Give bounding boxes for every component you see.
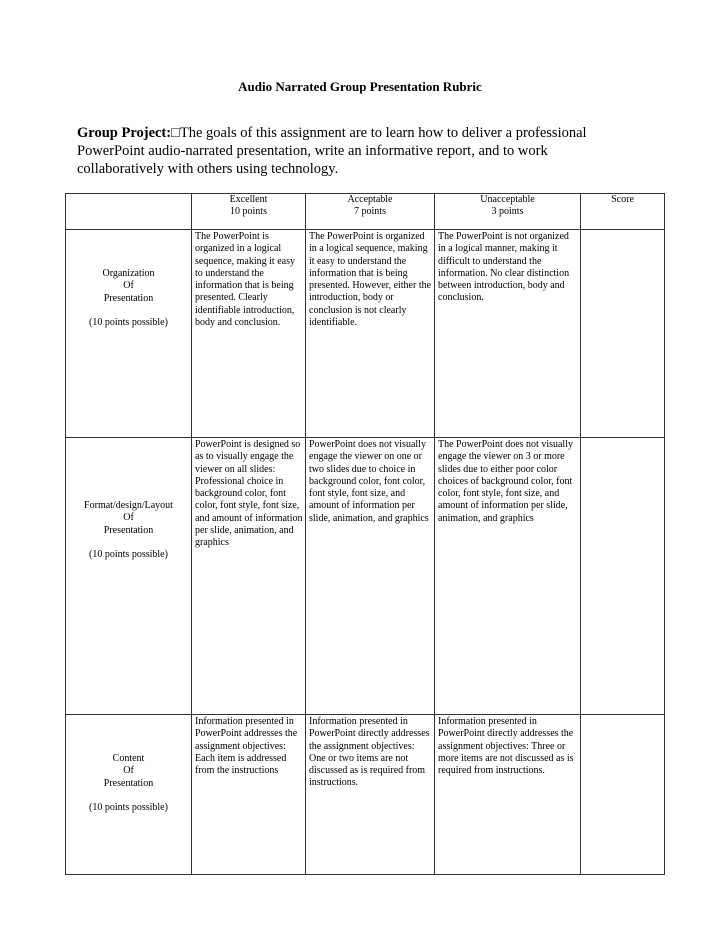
- rubric-table: [65, 193, 665, 875]
- page-title: Audio Narrated Group Presentation Rubric: [238, 79, 482, 94]
- criterion-cell: Format/design/Layout Of Presentation (10 points possible): [66, 438, 192, 715]
- intro-lead: Group Project:: [77, 125, 172, 141]
- unacceptable-cell: Information presented in PowerPoint directly addresses the assignment objectives: Three or more items are not discussed as is required from instructions.: [435, 715, 581, 875]
- header-excellent: Excellent 10 points: [192, 194, 306, 230]
- unacceptable-cell: The PowerPoint does not visually engage the viewer on 3 or more slides due to either poor color choices of background color, font color, font style, font size, and amount of information per slide, animation, and graphics: [435, 438, 581, 715]
- criterion-cell: Organization Of Presentation (10 points possible): [66, 230, 192, 438]
- excellent-cell: The PowerPoint is organized in a logical sequence, making it easy to understand the information that is being presented. Clearly identifiable introduction, body and conclusion.: [192, 230, 306, 438]
- acceptable-cell: The PowerPoint is organized in a logical sequence, making it easy to understand the information that is being presented. However, either the introduction, body or conclusion is not clearly identifiable.: [306, 230, 435, 438]
- missing-glyph-icon: □: [171, 125, 180, 141]
- header-acceptable: Acceptable 7 points: [306, 194, 435, 230]
- table-row: [66, 715, 665, 875]
- score-cell[interactable]: [581, 230, 665, 438]
- score-cell[interactable]: [581, 438, 665, 715]
- header-row: [66, 194, 665, 230]
- table-row: [66, 230, 665, 438]
- acceptable-cell: Information presented in PowerPoint directly addresses the assignment objectives: One or two items are not discussed as is required from instructions.: [306, 715, 435, 875]
- header-unacceptable: Unacceptable 3 points: [435, 194, 581, 230]
- unacceptable-cell: The PowerPoint is not organized in a logical manner, making it difficult to understand the information. No clear distinction between introduction, body and conclusion.: [435, 230, 581, 438]
- table-row: [66, 438, 665, 715]
- intro-text: The goals of this assignment are to learn how to deliver a professional PowerPoint audio-narrated presentation, write an informative report, and to work collaboratively with others using technology.: [77, 125, 587, 177]
- intro-paragraph: [77, 124, 637, 178]
- acceptable-cell: PowerPoint does not visually engage the viewer on one or two slides due to choice in background color, font color, font style, font size, and amount of information per slide, animation, and graphics: [306, 438, 435, 715]
- header-score: Score: [581, 194, 665, 230]
- header-criterion: [66, 194, 192, 230]
- score-cell[interactable]: [581, 715, 665, 875]
- criterion-cell: Content Of Presentation (10 points possible): [66, 715, 192, 875]
- excellent-cell: Information presented in PowerPoint addresses the assignment objectives: Each item is addressed from the instructions: [192, 715, 306, 875]
- excellent-cell: PowerPoint is designed so as to visually engage the viewer on all slides: Professional choice in background color, font color, font style, font size, and amount of information per slide, animation, and graphics: [192, 438, 306, 715]
